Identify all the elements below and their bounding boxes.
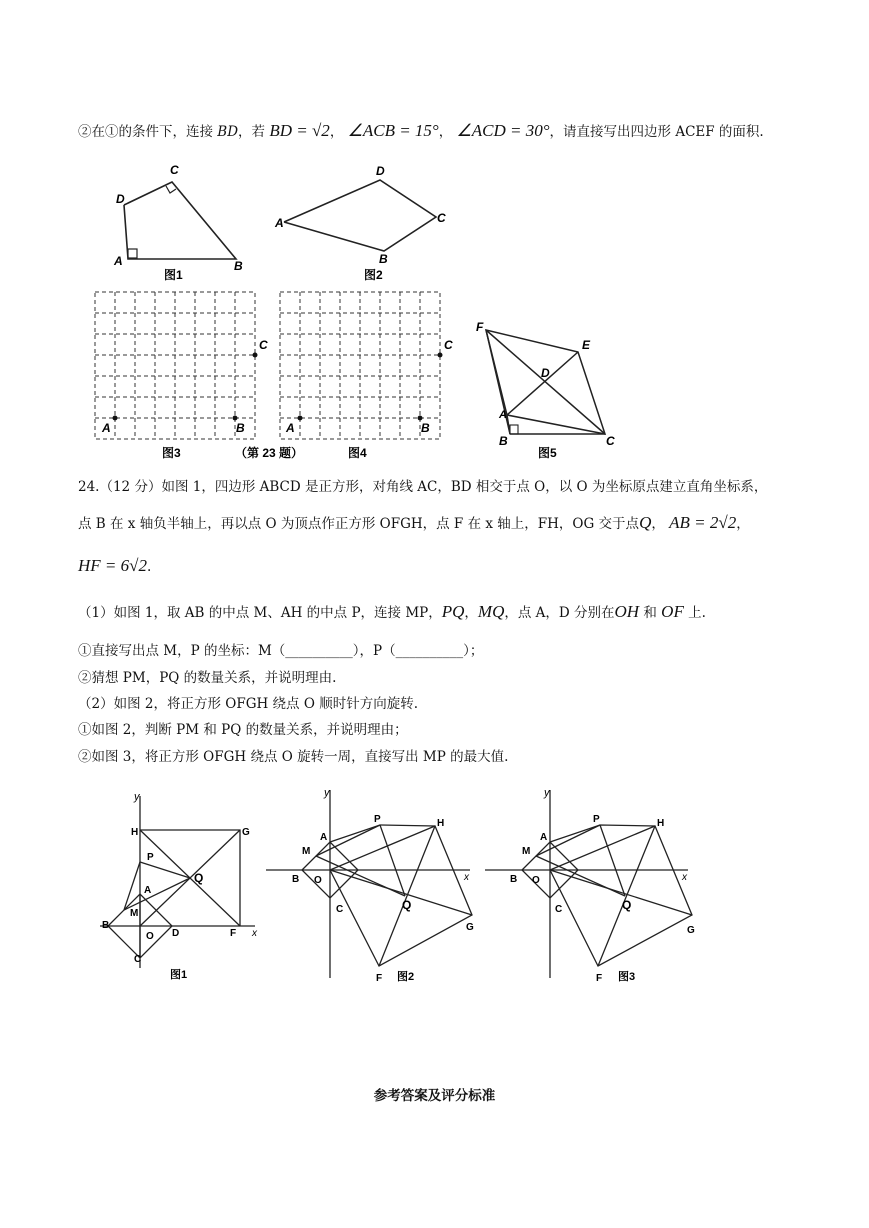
q23-eq-bd: BD = √2 xyxy=(269,121,330,140)
q24-p1-sep: ， xyxy=(464,605,478,621)
q23-fig5-label-a: A xyxy=(499,409,507,421)
q23-caption: （第 23 题） xyxy=(235,446,304,460)
q24-fig2-label-b: B xyxy=(292,874,300,885)
q24-fig2-label-y: y xyxy=(324,787,330,799)
q24-fig1-label-y: y xyxy=(134,791,140,803)
q24-sub1: ①直接写出点 M，P 的坐标：M（__________），P（__________）； xyxy=(78,643,484,659)
q23-fig4-point-b xyxy=(418,416,423,421)
q23-fig5-label-d: D xyxy=(541,366,550,380)
q23-fig5-caption: 图5 xyxy=(538,446,557,460)
q23-figures xyxy=(80,155,640,470)
q23-part2-text xyxy=(78,120,764,141)
q24-fig1-label-m: M xyxy=(130,908,139,919)
answer-key-title: 参考答案及评分标准 xyxy=(373,1088,496,1104)
q23-fig4-point-a xyxy=(298,416,303,421)
q23-fig4-label-c: C xyxy=(444,338,453,352)
q24-pq: PQ xyxy=(441,602,465,621)
q23-prefix: ②在①的条件下，连接 xyxy=(78,124,213,140)
q23-fig4-caption: 图4 xyxy=(348,446,367,460)
q23-fig1-label-d: D xyxy=(116,192,125,206)
q24-part2: （2）如图 2，将正方形 OFGH 绕点 O 顺时针方向旋转. xyxy=(78,696,418,712)
q24-fig1-label-c: C xyxy=(134,954,142,965)
q23-fig1-label-a: A xyxy=(114,254,123,268)
q24-fig3-label-q: Q xyxy=(622,898,632,912)
q24-fig3-label-f: F xyxy=(596,973,603,984)
q24-and: 和 xyxy=(639,605,662,621)
q23-fig4-grid xyxy=(280,292,440,439)
q24-mq: MQ xyxy=(477,602,505,621)
q24-part1 xyxy=(78,601,706,622)
q23-fig3-grid xyxy=(95,292,255,439)
q24-fig1-label-d: D xyxy=(172,928,180,939)
q23-fig2-caption: 图2 xyxy=(364,268,383,282)
q24-fig2-caption: 图2 xyxy=(397,971,415,983)
q24-fig1-label-o: O xyxy=(146,931,154,942)
q24-fig1-label-p: P xyxy=(147,852,154,863)
q24-fig1-label-b: B xyxy=(102,920,110,931)
q23-fig2-label-d: D xyxy=(376,164,385,178)
q24-fig2-label-h: H xyxy=(437,818,445,829)
q24-sep: ， xyxy=(651,516,665,532)
q24-p1-text2: ，点 A，D 分别在 xyxy=(504,605,615,621)
q23-fig3-point-c xyxy=(253,353,258,358)
q24-fig2-label-m: M xyxy=(302,846,311,857)
q23-fig3-point-a xyxy=(113,416,118,421)
q24-fig3-label-a: A xyxy=(540,832,548,843)
q23-sep1: ， xyxy=(329,124,344,140)
q24-fig1-label-x: x xyxy=(252,928,257,939)
q24-line2 xyxy=(78,512,750,533)
q24-of: OF xyxy=(661,602,684,621)
q23-fig1-label-c: C xyxy=(170,163,179,177)
q24-fig1-label-h: H xyxy=(131,827,139,838)
q23-fig3-label-c: C xyxy=(259,338,268,352)
q24-line3 xyxy=(78,556,151,576)
q24-fig1-caption: 图1 xyxy=(170,969,188,981)
q23-fig5-label-b: B xyxy=(499,434,508,448)
q23-fig1-label-b: B xyxy=(234,259,243,273)
q23-bd: BD xyxy=(217,124,239,140)
q24-line2-text: 点 B 在 x 轴负半轴上，再以点 O 为顶点作正方形 OFGH，点 F 在 x 轴上，FH，OG 交于点 xyxy=(78,516,640,532)
q23-fig3-label-b: B xyxy=(236,421,245,435)
q24-fig3-label-x: x xyxy=(682,872,687,883)
q24-p1-end: 上. xyxy=(683,605,706,621)
q24-fig3-label-g: G xyxy=(687,925,695,936)
q24-p1-text: （1）如图 1，取 AB 的中点 M、AH 的中点 P，连接 MP， xyxy=(78,605,442,621)
q24-figures xyxy=(90,778,710,993)
q24-fig1-label-a: A xyxy=(144,885,152,896)
q23-fig5-label-e: E xyxy=(582,338,591,352)
q24-oh: OH xyxy=(614,602,640,621)
q23-fig3-label-a: A xyxy=(102,421,111,435)
q24-fig3-label-o: O xyxy=(532,875,540,886)
q24-fig1-label-f: F xyxy=(230,928,237,939)
q24-line3-end: . xyxy=(146,559,152,575)
q23-fig2-label-c: C xyxy=(437,211,446,225)
q24-fig3-caption: 图3 xyxy=(618,971,636,983)
q23-fig5-label-f: F xyxy=(476,320,484,334)
q23-fig3-point-b xyxy=(233,416,238,421)
q24-fig3-label-h: H xyxy=(657,818,665,829)
q24-fig2-label-x: x xyxy=(464,872,469,883)
q23-fig1-caption: 图1 xyxy=(164,268,183,282)
q24-fig3-label-p: P xyxy=(593,814,600,825)
q24-fig2-label-a: A xyxy=(320,832,328,843)
q24-fig3-label-b: B xyxy=(510,874,518,885)
q23-fig2 xyxy=(284,180,436,251)
q23-fig4-point-c xyxy=(438,353,443,358)
q24-sub4: ②如图 3，将正方形 OFGH 绕点 O 旋转一周，直接写出 MP 的最大值. xyxy=(78,749,509,765)
q23-fig4-label-b: B xyxy=(421,421,430,435)
q23-eq-acd: ∠ACD = 30° xyxy=(456,121,550,140)
q23-fig5-label-c: C xyxy=(606,434,615,448)
q23-fig2-label-b: B xyxy=(379,252,388,266)
q23-suffix: ，请直接写出四边形 ACEF 的面积. xyxy=(549,124,764,140)
q23-fig2-label-a: A xyxy=(275,216,284,230)
q24-q: Q xyxy=(639,513,652,532)
q24-fig2-label-q: Q xyxy=(402,898,412,912)
q24-sep2: ， xyxy=(736,516,750,532)
q23-cond1: ，若 xyxy=(238,124,266,140)
q24-sub2: ②猜想 PM，PQ 的数量关系，并说明理由. xyxy=(78,670,337,686)
q24-fig1 xyxy=(100,796,255,968)
q24-sub3: ①如图 2，判断 PM 和 PQ 的数量关系，并说明理由； xyxy=(78,722,408,738)
q24-fig2-label-g: G xyxy=(466,922,474,933)
q24-fig2-label-o: O xyxy=(314,875,322,886)
q24-fig2-label-c: C xyxy=(336,904,344,915)
q24-fig3-label-c: C xyxy=(555,904,563,915)
q24-fig3-label-y: y xyxy=(544,787,550,799)
q23-fig4-label-a: A xyxy=(286,421,295,435)
q24-fig2-label-p: P xyxy=(374,814,381,825)
q23-sep2: ， xyxy=(438,124,453,140)
q23-fig1 xyxy=(124,182,236,259)
q23-eq-acb: ∠ACB = 15° xyxy=(347,121,439,140)
q24-fig2-label-f: F xyxy=(376,973,383,984)
q24-fig1-label-q: Q xyxy=(194,871,204,885)
q24-eq-hf: HF = 6√2 xyxy=(78,556,147,575)
q24-eq-ab: AB = 2√2 xyxy=(669,513,737,532)
q24-line1: 24.（12 分）如图 1，四边形 ABCD 是正方形，对角线 AC，BD 相交于点 O，以 O 为坐标原点建立直角坐标系， xyxy=(78,479,768,495)
q24-fig3-label-m: M xyxy=(522,846,531,857)
q24-fig1-label-g: G xyxy=(242,827,250,838)
q23-fig3-caption: 图3 xyxy=(162,446,181,460)
